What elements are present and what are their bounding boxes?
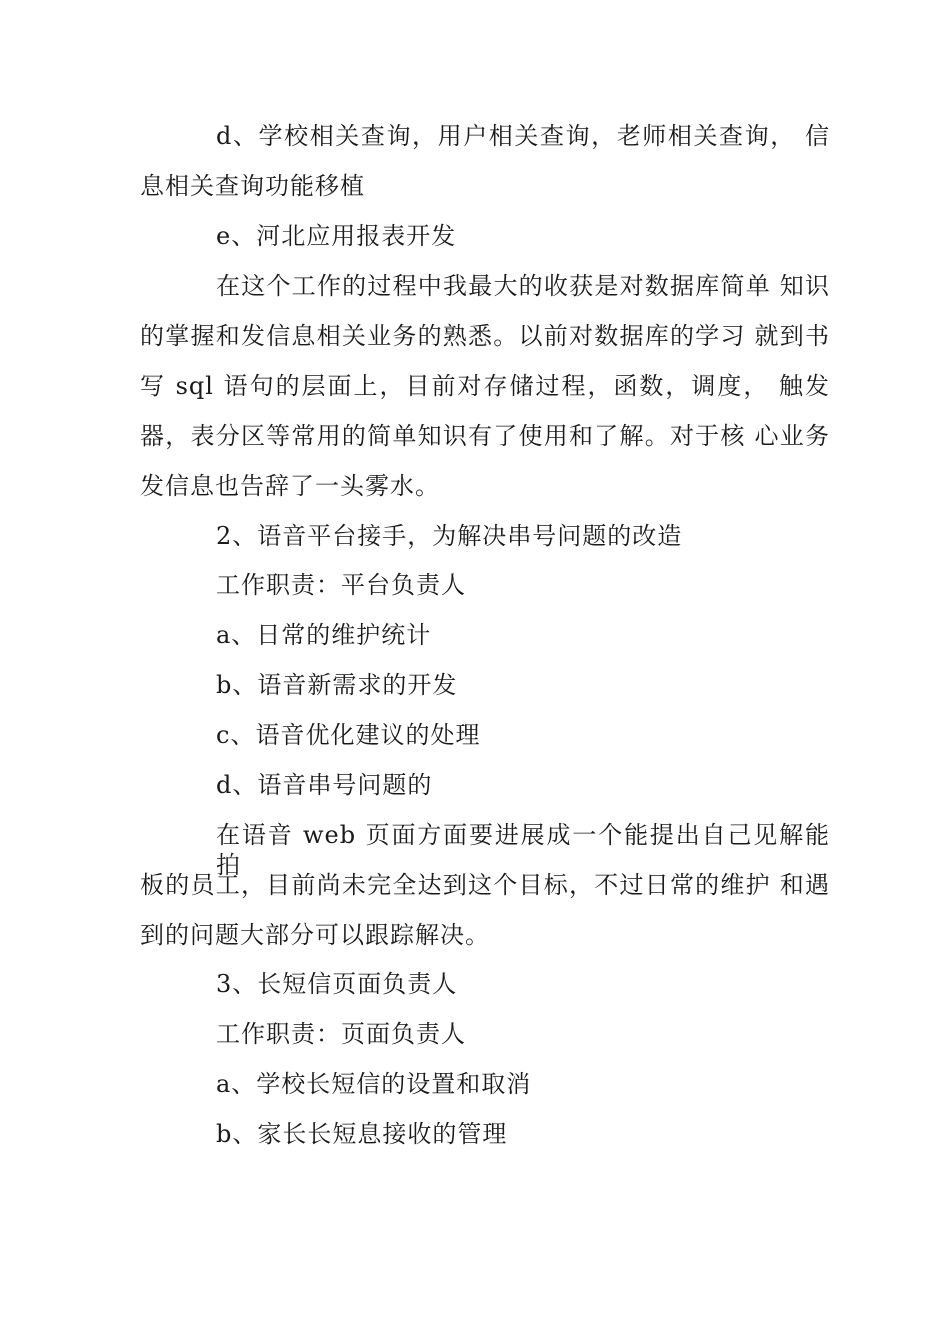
text-line-21: b、家长长短息接收的管理 xyxy=(216,1120,508,1148)
text-line-18: 3、长短信页面负责人 xyxy=(216,970,458,998)
text-line-9: 2、语音平台接手，为解决串号问题的改造 xyxy=(216,522,683,550)
text-line-10: 工作职责：平台负责人 xyxy=(216,571,466,599)
text-line-2: 息相关查询功能移植 xyxy=(140,172,365,200)
text-line-1: d、学校相关查询，用户相关查询，老师相关查询， 信 xyxy=(216,122,830,150)
text-line-3: e、河北应用报表开发 xyxy=(216,222,457,250)
text-line-13: c、语音优化建议的处理 xyxy=(216,721,481,749)
text-line-14: d、语音串号问题的 xyxy=(216,771,433,799)
text-line-8: 发信息也告辞了一头雾水。 xyxy=(140,472,440,500)
text-line-11: a、日常的维护统计 xyxy=(216,621,432,649)
text-line-17: 到的问题大部分可以跟踪解决。 xyxy=(140,921,490,949)
text-line-16: 板的员工，目前尚未完全达到这个目标，不过日常的维护 和遇 xyxy=(140,871,830,899)
text-line-5: 的掌握和发信息相关业务的熟悉。以前对数据库的学习 就到书 xyxy=(140,322,830,350)
text-line-19: 工作职责：页面负责人 xyxy=(216,1020,466,1048)
text-line-20: a、学校长短信的设置和取消 xyxy=(216,1070,532,1098)
text-line-7: 器，表分区等常用的简单知识有了使用和了解。对于核 心业务 xyxy=(140,422,830,450)
text-line-15: 在语音 web 页面方面要进展成一个能提出自己见解能 拍 xyxy=(216,821,830,879)
text-line-6: 写 sql 语句的层面上，目前对存储过程，函数，调度， 触发 xyxy=(140,372,830,400)
text-line-12: b、语音新需求的开发 xyxy=(216,671,458,699)
text-line-4: 在这个工作的过程中我最大的收获是对数据库简单 知识 xyxy=(216,272,830,300)
